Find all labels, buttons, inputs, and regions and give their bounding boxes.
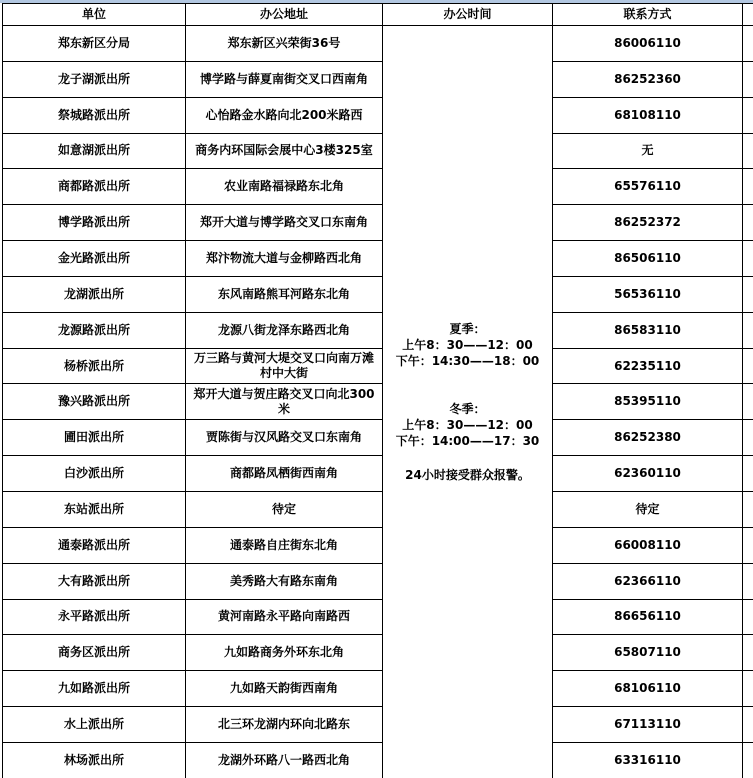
phone-cell: 86252380 xyxy=(553,420,743,456)
extra-cell xyxy=(743,312,753,348)
extra-cell xyxy=(743,61,753,97)
col-header-address: 办公地址 xyxy=(186,4,383,26)
unit-cell: 如意湖派出所 xyxy=(3,133,186,169)
col-header-unit: 单位 xyxy=(3,4,186,26)
address-cell: 心怡路金水路向北200米路西 xyxy=(186,97,383,133)
summer-label: 夏季： xyxy=(449,321,486,336)
extra-cell xyxy=(743,563,753,599)
table-row xyxy=(3,241,753,277)
police-stations-table xyxy=(2,3,753,778)
col-header-phone: 联系方式 xyxy=(553,4,743,26)
phone-cell: 86583110 xyxy=(553,312,743,348)
phone-cell: 65576110 xyxy=(553,169,743,205)
phone-cell: 85395110 xyxy=(553,384,743,420)
table-row xyxy=(3,384,753,420)
unit-cell: 商务区派出所 xyxy=(3,635,186,671)
extra-cell xyxy=(743,241,753,277)
unit-cell: 金光路派出所 xyxy=(3,241,186,277)
phone-cell: 62360110 xyxy=(553,456,743,492)
address-cell: 九如路天韵街西南角 xyxy=(186,671,383,707)
extra-cell xyxy=(743,420,753,456)
unit-cell: 龙源路派出所 xyxy=(3,312,186,348)
phone-cell: 86006110 xyxy=(553,26,743,62)
header-row xyxy=(3,4,753,26)
address-cell: 待定 xyxy=(186,491,383,527)
col-header-hours: 办公时间 xyxy=(383,4,553,26)
unit-cell: 豫兴路派出所 xyxy=(3,384,186,420)
extra-cell xyxy=(743,671,753,707)
table-row xyxy=(3,635,753,671)
unit-cell: 杨桥派出所 xyxy=(3,348,186,384)
phone-cell: 66008110 xyxy=(553,527,743,563)
alarm-note: 24小时接受群众报警。 xyxy=(405,467,530,482)
phone-cell: 56536110 xyxy=(553,276,743,312)
summer-am: 上午8：30——12：00 xyxy=(402,337,533,352)
table-row xyxy=(3,133,753,169)
address-cell: 黄河南路永平路向南路西 xyxy=(186,599,383,635)
unit-cell: 商都路派出所 xyxy=(3,169,186,205)
extra-cell xyxy=(743,491,753,527)
address-cell: 龙源八街龙泽东路西北角 xyxy=(186,312,383,348)
table-row xyxy=(3,599,753,635)
extra-cell xyxy=(743,97,753,133)
extra-cell xyxy=(743,599,753,635)
address-cell: 郑东新区兴荣街36号 xyxy=(186,26,383,62)
address-cell: 贾陈街与汉风路交叉口东南角 xyxy=(186,420,383,456)
extra-cell xyxy=(743,384,753,420)
unit-cell: 九如路派出所 xyxy=(3,671,186,707)
phone-cell: 无 xyxy=(553,133,743,169)
address-cell: 万三路与黄河大堤交叉口向南万滩村中大街 xyxy=(186,348,383,384)
address-cell: 龙湖外环路八一路西北角 xyxy=(186,742,383,778)
unit-cell: 圃田派出所 xyxy=(3,420,186,456)
unit-cell: 龙湖派出所 xyxy=(3,276,186,312)
unit-cell: 大有路派出所 xyxy=(3,563,186,599)
phone-cell: 68108110 xyxy=(553,97,743,133)
phone-cell: 86252360 xyxy=(553,61,743,97)
unit-cell: 白沙派出所 xyxy=(3,456,186,492)
extra-cell xyxy=(743,707,753,743)
unit-cell: 郑东新区分局 xyxy=(3,26,186,62)
unit-cell: 博学路派出所 xyxy=(3,205,186,241)
phone-cell: 65807110 xyxy=(553,635,743,671)
extra-cell xyxy=(743,348,753,384)
table-body xyxy=(3,26,753,778)
extra-cell xyxy=(743,276,753,312)
unit-cell: 永平路派出所 xyxy=(3,599,186,635)
unit-cell: 东站派出所 xyxy=(3,491,186,527)
extra-cell xyxy=(743,26,753,62)
col-header-extra xyxy=(743,4,753,26)
address-cell: 郑汴物流大道与金柳路西北角 xyxy=(186,241,383,277)
phone-cell: 86506110 xyxy=(553,241,743,277)
table-row xyxy=(3,312,753,348)
phone-cell: 86656110 xyxy=(553,599,743,635)
winter-pm: 下午：14:00——17：30 xyxy=(395,433,540,448)
table-row xyxy=(3,742,753,778)
address-cell: 郑开大道与博学路交叉口东南角 xyxy=(186,205,383,241)
table-viewport xyxy=(2,3,753,778)
table-row xyxy=(3,491,753,527)
phone-cell: 86252372 xyxy=(553,205,743,241)
table-row xyxy=(3,527,753,563)
table-row xyxy=(3,276,753,312)
table-row xyxy=(3,169,753,205)
address-cell: 通泰路自庄街东北角 xyxy=(186,527,383,563)
phone-cell: 待定 xyxy=(553,491,743,527)
summer-pm: 下午：14:30——18：00 xyxy=(395,353,540,368)
phone-cell: 62235110 xyxy=(553,348,743,384)
table-row xyxy=(3,61,753,97)
phone-cell: 62366110 xyxy=(553,563,743,599)
winter-am: 上午8：30——12：00 xyxy=(402,417,533,432)
table-row xyxy=(3,97,753,133)
address-cell: 农业南路福禄路东北角 xyxy=(186,169,383,205)
table-row xyxy=(3,26,753,62)
unit-cell: 龙子湖派出所 xyxy=(3,61,186,97)
address-cell: 北三环龙湖内环向北路东 xyxy=(186,707,383,743)
extra-cell xyxy=(743,456,753,492)
extra-cell xyxy=(743,169,753,205)
address-cell: 东风南路熊耳河路东北角 xyxy=(186,276,383,312)
table-row xyxy=(3,671,753,707)
phone-cell: 68106110 xyxy=(553,671,743,707)
phone-cell: 63316110 xyxy=(553,742,743,778)
extra-cell xyxy=(743,133,753,169)
table-row xyxy=(3,456,753,492)
address-cell: 博学路与薛夏南街交叉口西南角 xyxy=(186,61,383,97)
address-cell: 商都路凤栖街西南角 xyxy=(186,456,383,492)
unit-cell: 通泰路派出所 xyxy=(3,527,186,563)
extra-cell xyxy=(743,742,753,778)
table-row xyxy=(3,205,753,241)
address-cell: 九如路商务外环东北角 xyxy=(186,635,383,671)
address-cell: 美秀路大有路东南角 xyxy=(186,563,383,599)
table-row xyxy=(3,348,753,384)
unit-cell: 祭城路派出所 xyxy=(3,97,186,133)
table-row xyxy=(3,563,753,599)
unit-cell: 林场派出所 xyxy=(3,742,186,778)
table-row xyxy=(3,707,753,743)
extra-cell xyxy=(743,205,753,241)
address-cell: 郑开大道与贺庄路交叉口向北300米 xyxy=(186,384,383,420)
address-cell: 商务内环国际会展中心3楼325室 xyxy=(186,133,383,169)
table-row xyxy=(3,420,753,456)
phone-cell: 67113110 xyxy=(553,707,743,743)
unit-cell: 水上派出所 xyxy=(3,707,186,743)
extra-cell xyxy=(743,527,753,563)
winter-label: 冬季： xyxy=(449,401,486,416)
extra-cell xyxy=(743,635,753,671)
office-hours-cell xyxy=(383,26,553,778)
